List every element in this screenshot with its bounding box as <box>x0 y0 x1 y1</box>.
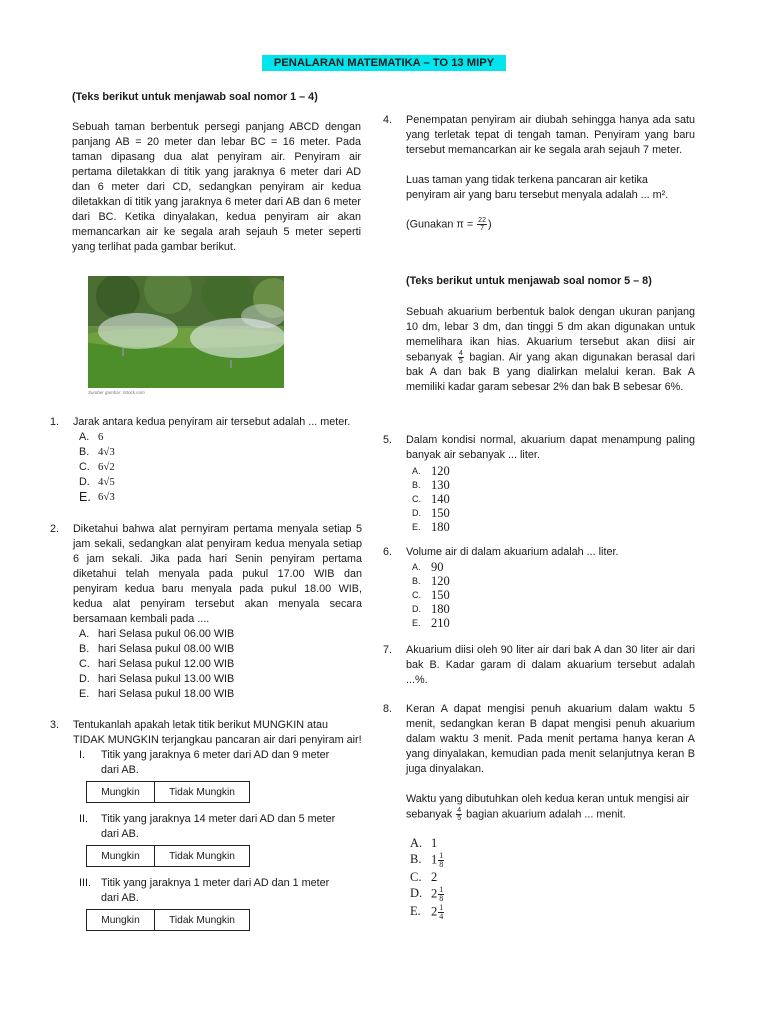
option-a[interactable]: A. hari Selasa pukul 06.00 WIB <box>79 628 235 640</box>
intro-heading-1-4: (Teks berikut untuk menjawab soal nomor 1 – 4) <box>72 91 318 103</box>
question-number: 1. <box>50 416 60 428</box>
question-prompt: Waktu yang dibutuhkan oleh kedua keran untuk mengisi air sebanyak $\frac{4}{5}$ bagian akuarium adalah ... menit. <box>406 793 689 822</box>
question-text: Keran A dapat mengisi penuh akuarium dalam waktu 5 menit, sedangkan keran B dapat mengisi penuh akuarium dalam waktu 3 menit. Pada menit pertama hanya keran A yang dinyalakan, kemudian pada menit selanjutnya keran B juga dinyalakan. <box>406 703 695 775</box>
option-b[interactable]: B. 4√3 <box>79 446 115 458</box>
choice-box-2 <box>86 845 250 867</box>
question-8 <box>383 702 695 922</box>
option-e[interactable]: E. hari Selasa pukul 18.00 WIB <box>79 688 235 700</box>
question-number: 6. <box>383 546 393 558</box>
intro-heading-5-8: (Teks berikut untuk menjawab soal nomor 5 – 8) <box>406 275 652 287</box>
statement-3: III. Titik yang jaraknya 1 meter dari AD dan 1 meter dari AB. <box>79 877 330 904</box>
option-c[interactable]: C. 140 <box>412 492 450 506</box>
option-a[interactable]: A. 90 <box>412 560 444 574</box>
question-2 <box>50 522 362 702</box>
option-a[interactable]: A. 120 <box>412 464 450 478</box>
question-prompt: Luas taman yang tidak terkena pancaran air ketika penyiram air yang baru tersebut menyala adalah ... m². <box>406 174 669 201</box>
question-3 <box>50 718 362 931</box>
question-text: Dalam kondisi normal, akuarium dapat menampung paling banyak air sebanyak ... liter. <box>406 434 695 461</box>
options-list <box>73 430 370 505</box>
page-title: PENALARAN MATEMATIKA – TO 13 MIPY <box>262 55 506 71</box>
tidak-mungkin-option[interactable]: Tidak Mungkin <box>169 786 235 798</box>
intro-text-aquarium: Sebuah akuarium berbentuk balok dengan ukuran panjang 10 dm, lebar 3 dm, dan tinggi 5 dm akan digunakan untuk memelihara ikan hias. Akuarium tersebut akan diisi air sebanyak $\frac{4}{5}$ bagian. Air yang akan digunakan berasal dari bak A dan bak B yang dialirkan melalui keran. Bak A memiliki kadar garam sebesar 2% dan bak B sebesar 6%. <box>406 306 696 394</box>
question-text: Penempatan penyiram air diubah sehingga hanya ada satu yang terletak tepat di tengah taman. Penyiram yang baru tersebut memancarkan air ke segala arah sejauh 7 meter. <box>406 114 695 156</box>
question-number: 4. <box>383 114 393 126</box>
option-d[interactable]: D. 2 $\frac{1}{8}$ <box>410 885 444 904</box>
image-caption: Sumber gambar: iStock.com <box>88 390 145 395</box>
choice-box-3 <box>86 909 250 931</box>
statement-2: II. Titik yang jaraknya 14 meter dari AD dan 5 meter dari AB. <box>79 813 336 840</box>
options-list <box>406 836 695 922</box>
option-e[interactable]: E. 180 <box>412 520 450 534</box>
question-text: Akuarium diisi oleh 90 liter air dari bak A dan 30 liter air dari bak B. Kadar garam di dalam akuarium tersebut adalah ...%. <box>406 644 695 686</box>
options-list <box>406 560 695 630</box>
mungkin-option[interactable]: Mungkin <box>87 846 155 866</box>
tidak-mungkin-option[interactable]: Tidak Mungkin <box>169 850 235 862</box>
question-number: 7. <box>383 644 393 656</box>
option-c[interactable]: C. 6√2 <box>79 461 115 473</box>
question-1 <box>50 415 370 505</box>
question-5 <box>383 433 695 534</box>
option-a[interactable]: A. 6 <box>79 431 104 443</box>
tidak-mungkin-option[interactable]: Tidak Mungkin <box>169 914 235 926</box>
option-b[interactable]: B. 1 $\frac{1}{8}$ <box>410 851 444 870</box>
question-number: 3. <box>50 719 60 731</box>
sprinkler-photo <box>88 276 284 388</box>
option-c[interactable]: C. 2 <box>410 870 438 885</box>
option-b[interactable]: B. hari Selasa pukul 08.00 WIB <box>79 643 235 655</box>
question-text: Diketahui bahwa alat pernyiram pertama menyala setiap 5 jam sekali, sedangkan alat penyiram kedua menyala setiap 6 jam sekali. Jika pada hari Senin penyiram pertama diketahui telah menyala pada pukul 17.00 WIB dan penyiram kedua baru menyala pada pukul 18.00 WIB, kedua alat penyiram tersebut akan menyala secara bersamaan kembali pada .... <box>73 523 362 625</box>
option-d[interactable]: D. 150 <box>412 506 450 520</box>
option-e[interactable]: E. 2 $\frac{1}{4}$ <box>410 903 444 922</box>
option-d[interactable]: D. hari Selasa pukul 13.00 WIB <box>79 673 235 685</box>
options-list <box>73 627 362 702</box>
option-b[interactable]: B. 130 <box>412 478 450 492</box>
question-6 <box>383 545 695 630</box>
mungkin-option[interactable]: Mungkin <box>87 910 155 930</box>
question-number: 8. <box>383 703 393 715</box>
option-d[interactable]: D. 180 <box>412 602 450 616</box>
options-list <box>406 464 695 534</box>
question-number: 5. <box>383 434 393 446</box>
option-c[interactable]: C. 150 <box>412 588 450 602</box>
option-d[interactable]: D. 4√5 <box>79 476 115 488</box>
option-e[interactable]: E. 210 <box>412 616 450 630</box>
question-text: Volume air di dalam akuarium adalah ... liter. <box>406 546 619 558</box>
choice-box-1 <box>86 781 250 803</box>
question-4 <box>383 113 695 232</box>
intro-text-garden: Sebuah taman berbentuk persegi panjang ABCD dengan panjang AB = 20 meter dan lebar BC = 16 meter. Pada taman dipasang dua alat penyiram air. Penyiram air pertama diletakkan di titik yang jaraknya 6 meter dari AD dan 6 meter dari CD, sedangkan penyiram air kedua diletakkan di titik yang jaraknya 6 meter dari AB dan 6 meter dari BC. Ketika dinyalakan, kedua penyiram air akan memancarkan air ke segala arah sejauh 5 meter seperti yang terlihat pada gambar berikut. <box>72 121 361 253</box>
option-e[interactable]: E. 6√3 <box>79 490 115 504</box>
option-c[interactable]: C. hari Selasa pukul 12.00 WIB <box>79 658 235 670</box>
question-7 <box>383 643 695 688</box>
mungkin-option[interactable]: Mungkin <box>87 782 155 802</box>
pi-hint: (Gunakan π = $\frac{22}{7}$ ) <box>406 217 492 232</box>
option-b[interactable]: B. 120 <box>412 574 450 588</box>
question-number: 2. <box>50 523 60 535</box>
option-a[interactable]: A. 1 <box>410 836 438 851</box>
question-text: Tentukanlah apakah letak titik berikut MUNGKIN atau TIDAK MUNGKIN terjangkau pancaran air dari penyiram air! <box>73 719 362 746</box>
sprinkler-illustration <box>88 276 284 388</box>
statement-1: I. Titik yang jaraknya 6 meter dari AD dan 9 meter dari AB. <box>79 749 330 776</box>
question-text: Jarak antara kedua penyiram air tersebut adalah ... meter. <box>73 416 351 428</box>
